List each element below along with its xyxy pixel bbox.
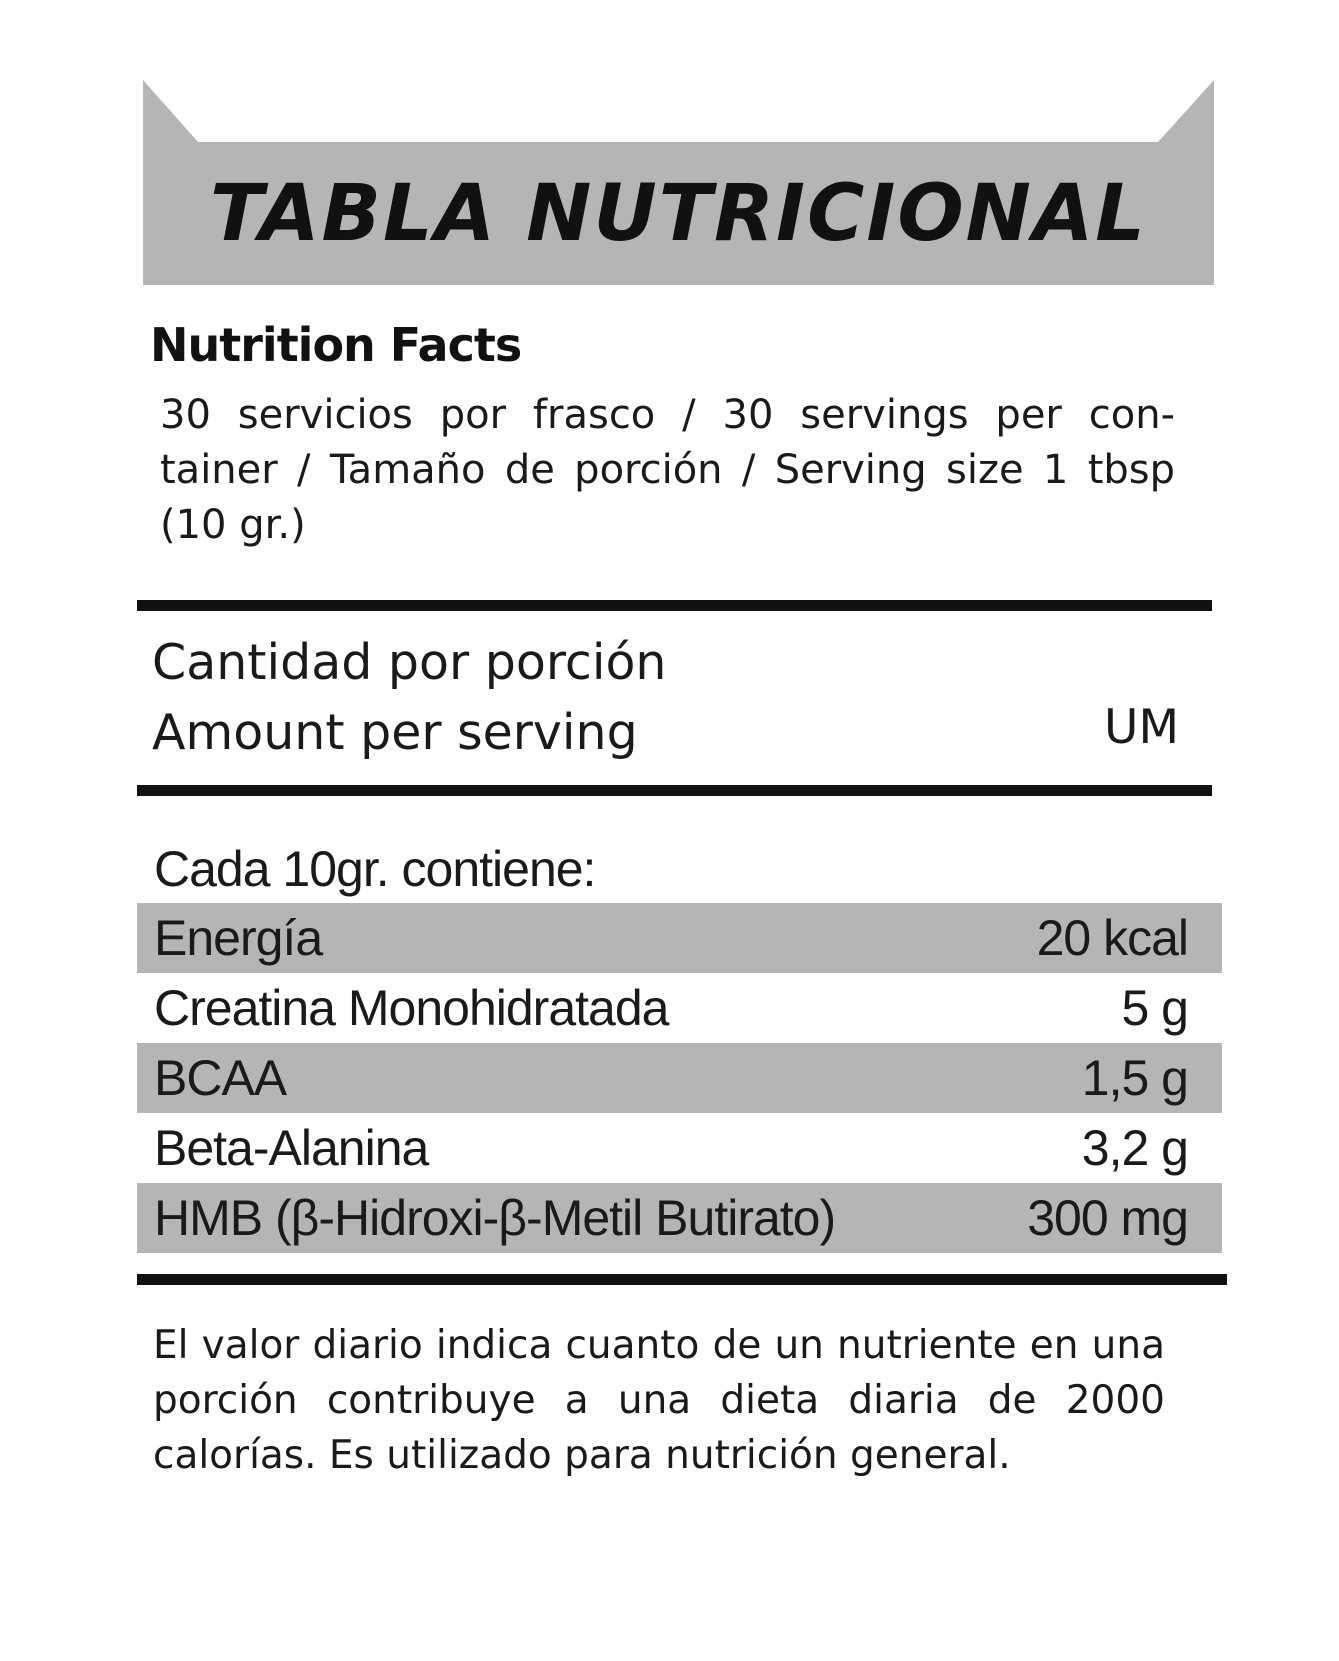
serving-info: 30 servicios por frasco / 30 servings per con-tainer / Tamaño de porción / Serving size 1 tbsp (10 gr.) — [160, 392, 1175, 548]
divider-bottom — [137, 1274, 1227, 1285]
nutrient-value: 3,2 g — [1081, 1120, 1188, 1176]
table-intro: Cada 10gr. contiene: — [154, 841, 596, 897]
amount-label-es: Cantidad por porción — [152, 634, 667, 691]
nutrient-name: Beta-Alanina — [154, 1120, 429, 1176]
nutrient-value: 5 g — [1121, 980, 1188, 1036]
unit-header: UM — [1104, 700, 1179, 755]
nutrient-name: Energía — [154, 910, 323, 966]
title-banner — [143, 80, 1214, 285]
nutrition-facts-title: Nutrition Facts — [150, 318, 522, 372]
table-row-beta-alanina — [137, 1113, 1222, 1183]
amount-label-en: Amount per serving — [152, 704, 638, 761]
nutrient-name: Creatina Monohidratada — [154, 980, 669, 1036]
nutrient-table — [137, 903, 1222, 1253]
nutrient-name: BCAA — [154, 1050, 287, 1106]
table-row-creatina — [137, 973, 1222, 1043]
nutrient-value: 300 mg — [1027, 1190, 1188, 1246]
table-row-energia — [137, 903, 1222, 973]
divider-middle — [137, 785, 1212, 796]
nutrient-value: 20 kcal — [1036, 910, 1188, 966]
banner-title: TABLA NUTRICIONAL — [209, 169, 1148, 259]
table-row-hmb — [137, 1183, 1222, 1253]
nutrient-value: 1,5 g — [1081, 1050, 1188, 1106]
divider-top — [137, 600, 1212, 611]
nutrient-name: HMB (β-Hidroxi-β-Metil Butirato) — [154, 1190, 836, 1246]
table-row-bcaa — [137, 1043, 1222, 1113]
daily-value-note: El valor diario indica cuanto de un nutriente en una porción contribuye a una dieta diaria de 2000 calorías. Es utilizado para nutrición general. — [153, 1323, 1165, 1478]
